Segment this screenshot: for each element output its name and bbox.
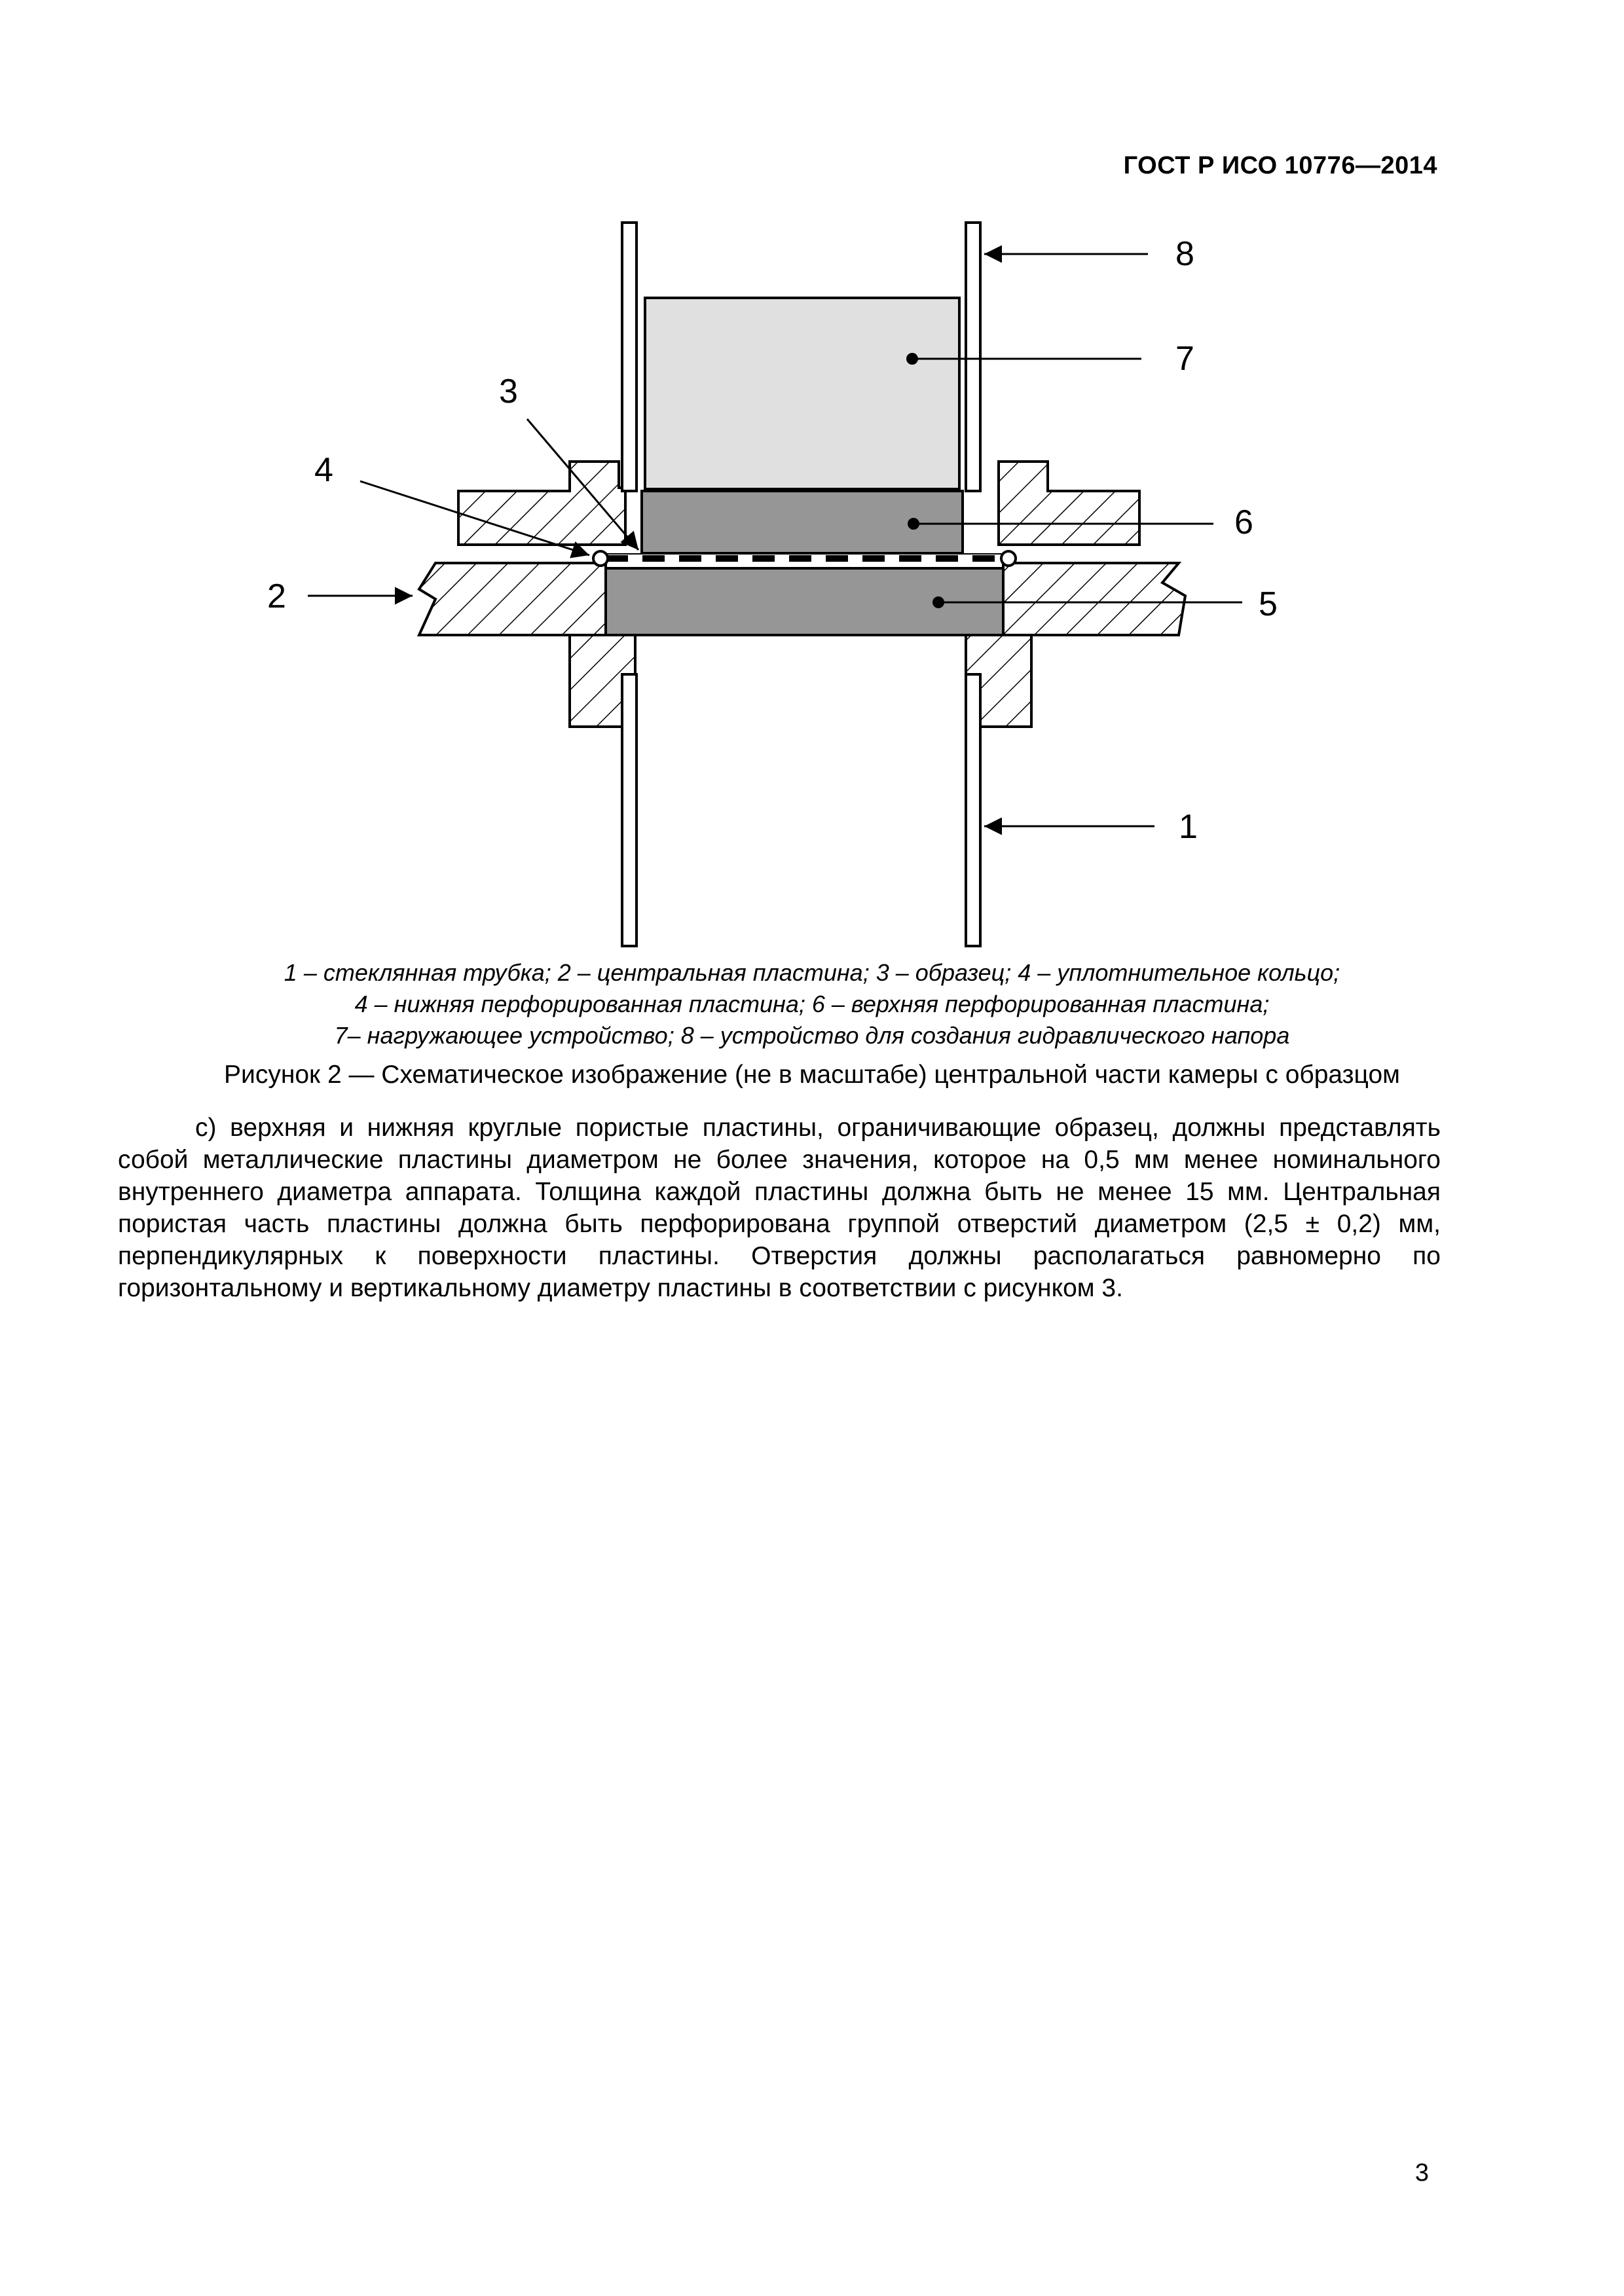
seal-ring-right — [1001, 551, 1016, 566]
head-tube-right — [966, 223, 980, 491]
document-header: ГОСТ Р ИСО 10776—2014 — [1123, 152, 1437, 179]
legend-line-2: 4 – нижняя перфорированная пластина; 6 – верхняя перфорированная пластина; — [354, 991, 1270, 1017]
body-paragraph: с) верхняя и нижняя круглые пористые пластины, ограничивающие образец, должны представлять собой металлические пластины диаметром не более значения, которое на 0,5 мм менее номинального внутреннего диаметра аппарата. Толщина каждой пластины должна быть не менее 15 мм. Центральная пористая часть пластины должна быть перфорирована группой отверстий диаметром (2,5 ± 0,2) мм, перпендикулярных к поверхности пластины. Отверстия должны располагаться равномерно по горизонтальному и вертикальному диаметру пластины в соответствии с рисунком 3. — [118, 1114, 1441, 1302]
head-tube-left — [622, 223, 637, 491]
callout-5: 5 — [1259, 585, 1278, 623]
upper-clamp-right — [999, 462, 1139, 545]
callout-8: 8 — [1175, 235, 1194, 273]
legend-line-1: 1 – стеклянная трубка; 2 – центральная пластина; 3 – образец; 4 – уплотнительное кольцо; — [284, 959, 1340, 986]
callout-4: 4 — [314, 451, 333, 489]
callout-3: 3 — [499, 373, 518, 410]
seal-ring-left — [593, 551, 608, 566]
legend-line-3: 7– нагружающее устройство; 8 – устройство для создания гидравлического напора — [334, 1022, 1290, 1049]
callout-2: 2 — [267, 577, 286, 615]
loading-device — [645, 298, 959, 489]
figure-caption: Рисунок 2 — Схематическое изображение (не в масштабе) центральной части камеры с образцом — [224, 1061, 1400, 1089]
upper-clamp-left — [458, 462, 625, 545]
glass-tube-left — [622, 674, 637, 946]
glass-tube-right — [966, 674, 980, 946]
page-number: 3 — [1414, 2159, 1429, 2187]
callout-6: 6 — [1234, 503, 1253, 541]
figure-schematic — [0, 0, 1624, 982]
callout-7: 7 — [1175, 340, 1194, 378]
callout-1: 1 — [1179, 808, 1198, 846]
